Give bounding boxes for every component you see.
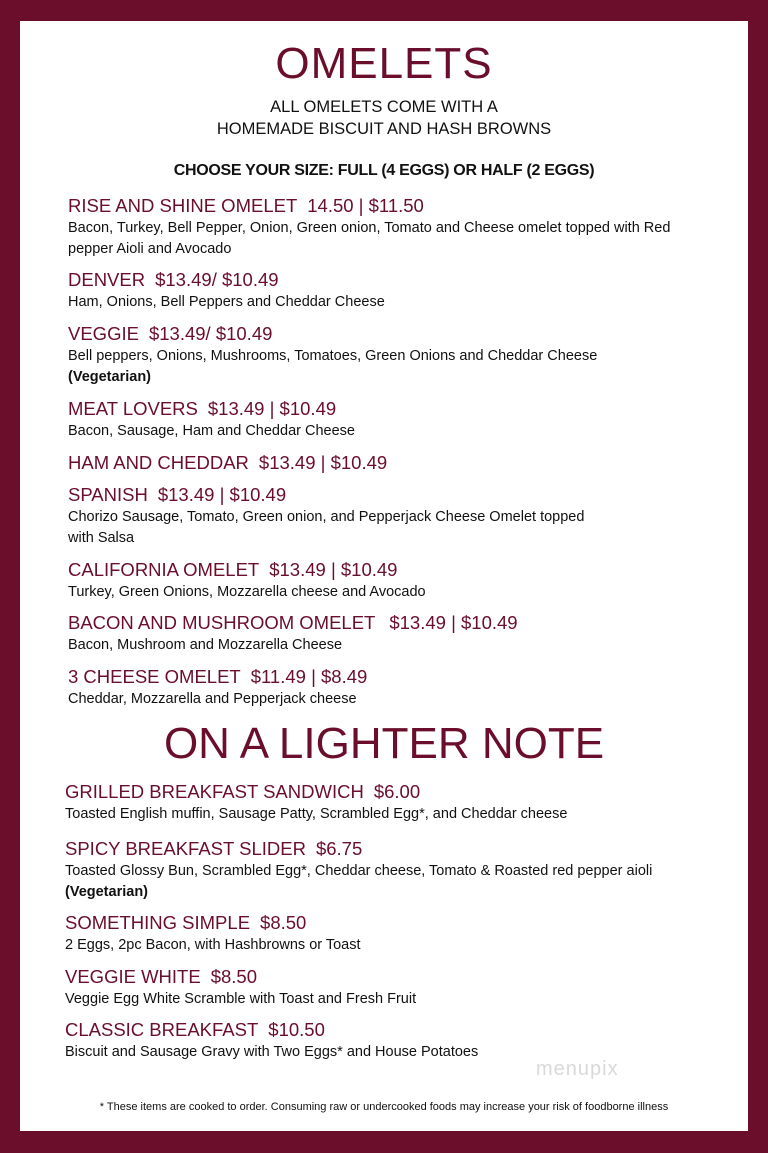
item-name: SPANISH <box>68 484 148 505</box>
size-note: CHOOSE YOUR SIZE: FULL (4 EGGS) OR HALF (2 EGGS) <box>173 162 595 179</box>
menu-page <box>20 21 748 1131</box>
item-name: MEAT LOVERS <box>68 398 198 419</box>
lighter-note-title: ON A LIGHTER NOTE <box>163 719 605 768</box>
menu-item-classic-breakfast <box>65 1019 705 1063</box>
vegetarian-note: (Vegetarian) <box>68 369 151 385</box>
menu-item-something-simple <box>65 912 705 956</box>
item-price: $11.49 | $8.49 <box>250 666 368 687</box>
item-price: $13.49 | $10.49 <box>157 484 287 505</box>
item-description: Bacon, Mushroom and Mozzarella Cheese <box>68 637 343 653</box>
item-description: Bell peppers, Onions, Mushrooms, Tomatoes, Green Onions and Cheddar Cheese <box>68 348 598 364</box>
menu-item-3-cheese <box>68 666 708 710</box>
item-price: $13.49 | $10.49 <box>207 398 337 419</box>
item-name: SPICY BREAKFAST SLIDER <box>65 838 306 859</box>
menu-item-spanish <box>68 484 708 549</box>
item-description: Toasted Glossy Bun, Scrambled Egg*, Cheddar cheese, Tomato & Roasted red pepper aioli <box>65 863 653 879</box>
menu-item-grilled-sandwich <box>65 781 705 825</box>
item-price: 14.50 | $11.50 <box>307 195 424 216</box>
menu-item-ham-and-cheddar <box>68 452 708 474</box>
item-description: 2 Eggs, 2pc Bacon, with Hashbrowns or Toast <box>65 937 361 953</box>
menu-item-veggie <box>68 323 708 388</box>
item-price: $13.49 | $10.49 <box>269 559 398 580</box>
item-price: $13.49 | $10.49 <box>258 452 388 473</box>
item-price: $13.49/ $10.49 <box>155 269 279 290</box>
item-name: HAM AND CHEDDAR <box>68 452 249 473</box>
item-description: Chorizo Sausage, Tomato, Green onion, and Pepperjack Cheese Omelet topped with Salsa <box>68 509 585 546</box>
item-price: $8.50 <box>260 912 307 933</box>
item-description: Veggie Egg White Scramble with Toast and Fresh Fruit <box>65 991 417 1007</box>
menu-item-california <box>68 559 708 603</box>
item-price: $10.50 <box>268 1019 325 1040</box>
item-name: VEGGIE <box>68 323 139 344</box>
item-price: $6.75 <box>315 838 363 859</box>
item-description: Toasted English muffin, Sausage Patty, Scrambled Egg*, and Cheddar cheese <box>65 806 568 822</box>
item-name: CALIFORNIA OMELET <box>68 559 260 580</box>
item-price: $6.00 <box>373 781 421 802</box>
menu-item-veggie-white <box>65 966 705 1010</box>
footnote: * These items are cooked to order. Consuming raw or undercooked foods may increase your risk of foodborne illness <box>99 1101 669 1113</box>
item-price: $13.49/ $10.49 <box>148 323 273 344</box>
item-name: CLASSIC BREAKFAST <box>65 1019 259 1040</box>
vegetarian-note: (Vegetarian) <box>65 884 148 900</box>
item-price: $13.49 | $10.49 <box>389 612 518 633</box>
menu-item-rise-and-shine <box>68 195 708 260</box>
omelets-subtitle-line1: ALL OMELETS COME WITH A <box>270 98 498 116</box>
omelets-subtitle-line2: HOMEMADE BISCUIT AND HASH BROWNS <box>216 120 552 138</box>
item-description: Bacon, Sausage, Ham and Cheddar Cheese <box>68 423 355 439</box>
item-name: VEGGIE WHITE <box>65 966 201 987</box>
omelets-title: OMELETS <box>275 39 493 88</box>
watermark: menupix <box>536 1058 619 1080</box>
item-description: Biscuit and Sausage Gravy with Two Eggs* and House Potatoes <box>65 1044 479 1060</box>
item-name: DENVER <box>68 269 146 290</box>
menu-item-bacon-mushroom <box>68 612 708 656</box>
item-name: SOMETHING SIMPLE <box>65 912 251 933</box>
menu-item-denver <box>68 269 708 313</box>
item-description: Turkey, Green Onions, Mozzarella cheese and Avocado <box>68 584 426 600</box>
item-description: Bacon, Turkey, Bell Pepper, Onion, Green onion, Tomato and Cheese omelet topped with Red pepper Aioli and Avocado <box>68 220 671 257</box>
item-price: $8.50 <box>210 966 257 987</box>
item-name: BACON AND MUSHROOM OMELET <box>68 612 376 633</box>
item-description: Cheddar, Mozzarella and Pepperjack cheese <box>68 691 357 707</box>
item-name: GRILLED BREAKFAST SANDWICH <box>65 781 364 802</box>
item-name: RISE AND SHINE OMELET <box>68 195 298 216</box>
item-name: 3 CHEESE OMELET <box>68 666 241 687</box>
item-description: Ham, Onions, Bell Peppers and Cheddar Cheese <box>68 294 385 310</box>
menu-item-meat-lovers <box>68 398 708 442</box>
menu-item-spicy-slider <box>65 838 705 903</box>
